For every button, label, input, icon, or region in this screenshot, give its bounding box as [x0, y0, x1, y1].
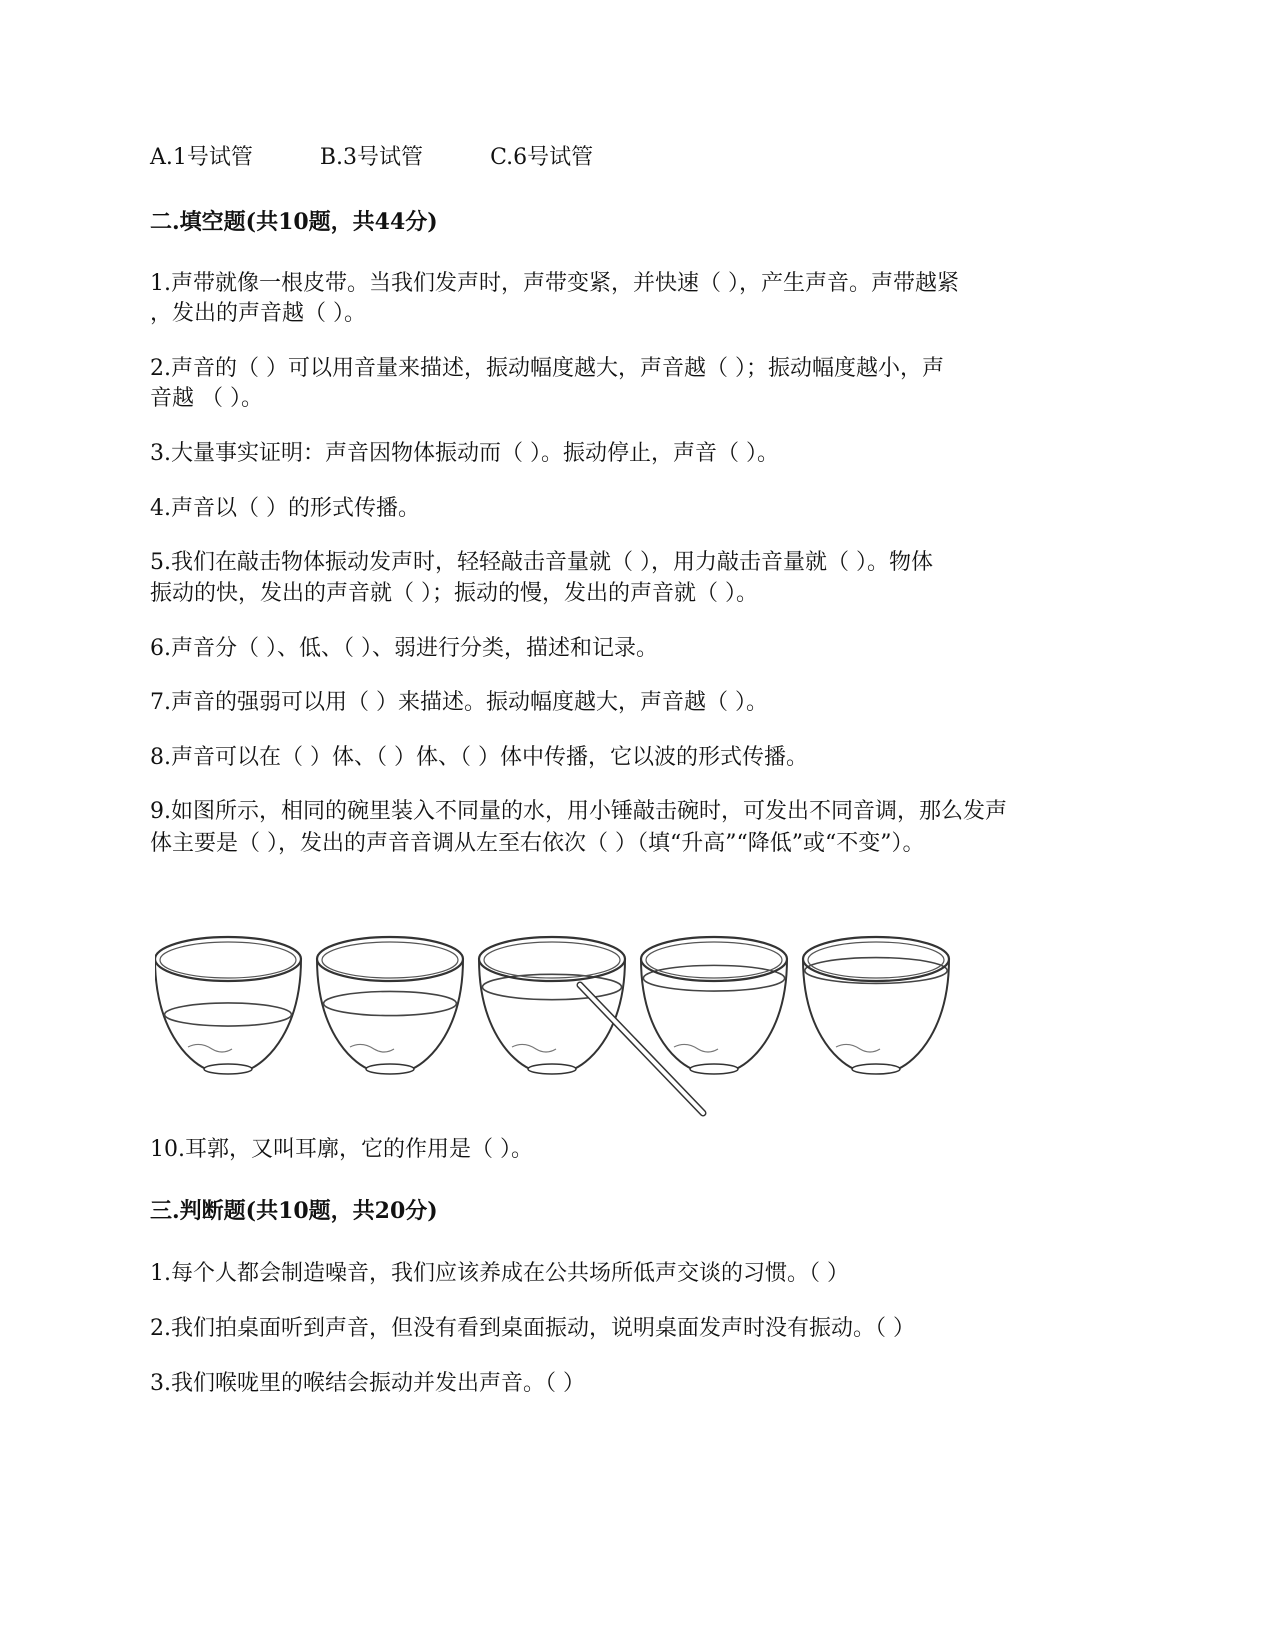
bowl-1 [155, 937, 301, 1074]
q3-1: 1.每个人都会制造噪音，我们应该养成在公共场所低声交谈的习惯。（ ） [150, 1261, 849, 1286]
q3-3: 3.我们喉咙里的喉结会振动并发出声音。（ ） [150, 1371, 585, 1396]
q2-5-line1: 5.我们在敲击物体振动发声时，轻轻敲击音量就（ ），用力敲击音量就（ ）。物体 [150, 550, 933, 575]
bowl-4 [641, 937, 787, 1074]
bowls-figure [155, 925, 1005, 1135]
q3-2: 2.我们拍桌面听到声音，但没有看到桌面振动，说明桌面发声时没有振动。（ ） [150, 1316, 915, 1341]
q2-3: 3.大量事实证明：声音因物体振动而（ ）。振动停止，声音（ ）。 [150, 441, 779, 466]
q2-6: 6.声音分（ ）、低、（ ）、弱进行分类，描述和记录。 [150, 636, 658, 661]
q2-9-line1: 9.如图所示，相同的碗里装入不同量的水，用小锤敲击碗时，可发出不同音调，那么发声 [150, 799, 1007, 824]
q2-2-line1: 2.声音的（ ）可以用音量来描述，振动幅度越大，声音越（ ）；振动幅度越小，声 [150, 356, 944, 381]
q2-7: 7.声音的强弱可以用（ ）来描述。振动幅度越大，声音越（ ）。 [150, 690, 768, 715]
q2-5-line2: 振动的快，发出的声音就（ ）；振动的慢，发出的声音就（ ）。 [150, 581, 758, 606]
q2-1-line1: 1.声带就像一根皮带。当我们发声时，声带变紧，并快速（ ），产生声音。声带越紧 [150, 271, 959, 296]
q2-9-line2: 体主要是（ ），发出的声音音调从左至右依次（ ）（填“升高”“降低”或“不变”）。 [150, 831, 925, 856]
answer-options [150, 142, 1130, 174]
option-c[interactable]: C.6号试管 [490, 145, 594, 170]
bowl-5 [803, 937, 949, 1074]
section-3-title: 三.判断题(共10题，共20分) [150, 1198, 438, 1224]
section-2-title: 二.填空题(共10题，共44分) [150, 209, 438, 235]
option-b[interactable]: B.3号试管 [319, 145, 424, 170]
option-a[interactable]: A.1号试管 [150, 145, 253, 170]
q2-1-line2: ，发出的声音越（ ）。 [150, 301, 366, 326]
bowl-2 [317, 937, 463, 1074]
q2-8: 8.声音可以在（ ）体、（ ）体、（ ）体中传播，它以波的形式传播。 [150, 745, 808, 770]
q2-2-line2: 音越 （ ）。 [150, 386, 263, 411]
q2-4: 4.声音以（ ）的形式传播。 [150, 496, 420, 521]
q2-10: 10.耳郭，又叫耳廓，它的作用是（ ）。 [150, 1137, 533, 1162]
